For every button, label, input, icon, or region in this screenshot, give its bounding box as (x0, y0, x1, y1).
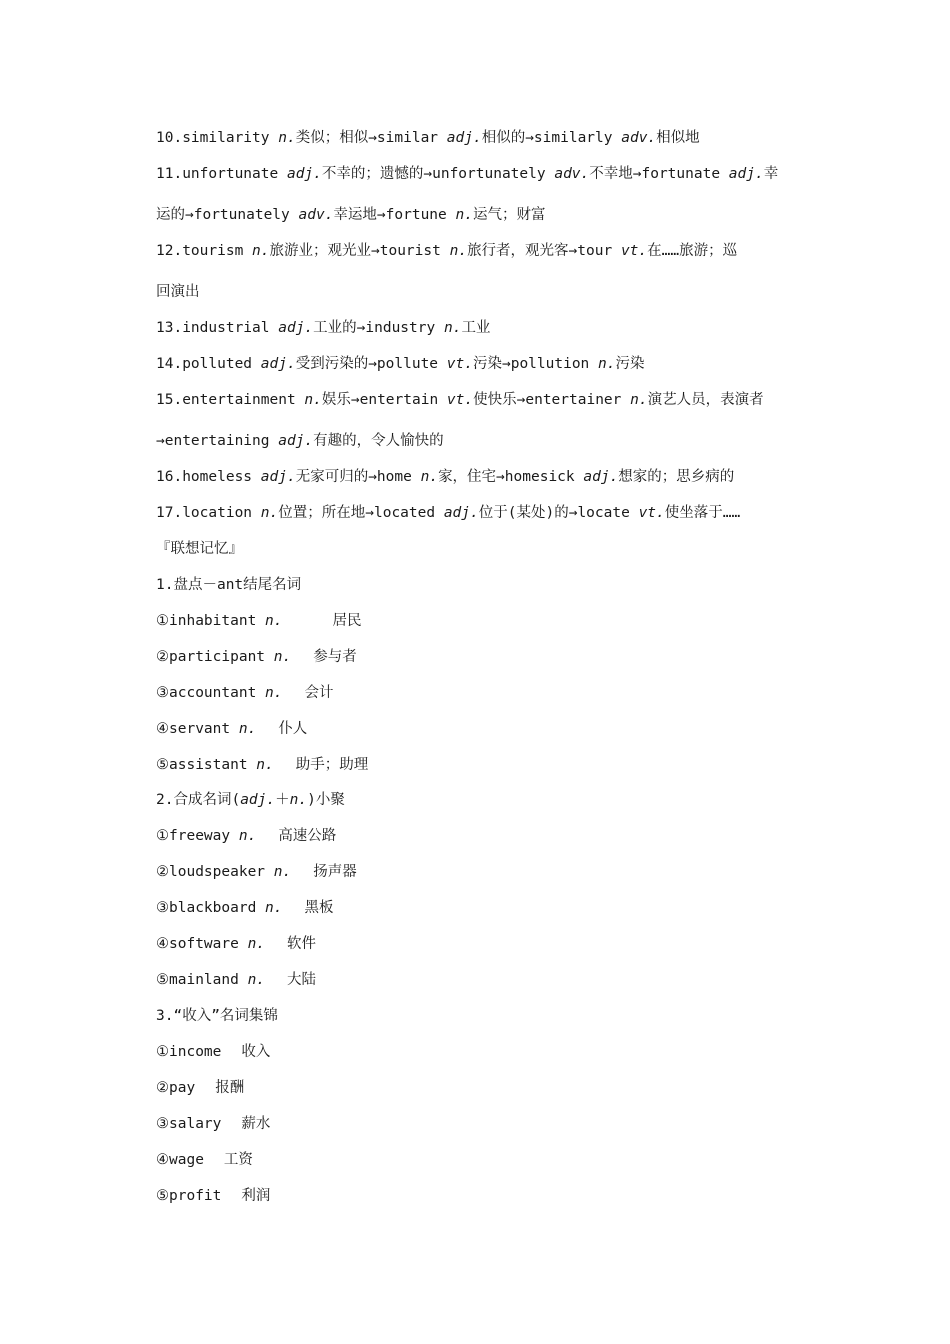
text-segment: 演艺人员，表演者 (647, 392, 764, 408)
memory-item (156, 862, 806, 882)
part-of-speech: n. (265, 685, 283, 701)
vocab-entry-line (156, 503, 806, 523)
part-of-speech: n. (455, 207, 473, 223)
entry-number: 16. (156, 469, 183, 485)
text-segment: polluted (182, 356, 261, 372)
memory-item (156, 755, 806, 775)
text-segment: ＋ (275, 792, 290, 808)
memory-item (156, 683, 806, 703)
part-of-speech: adj. (286, 166, 322, 182)
english-word: ⑤profit (156, 1188, 222, 1204)
section-title: 『联想记忆』 (156, 541, 243, 557)
part-of-speech: n. (630, 392, 648, 408)
part-of-speech: adj. (278, 320, 314, 336)
chinese-meaning: 高速公路 (278, 828, 337, 844)
memory-item (156, 934, 806, 954)
text-segment: 有趣的，令人愉快的 (313, 433, 444, 449)
text-segment: 使快乐→entertainer (473, 392, 631, 408)
text-segment: 想家的；思乡病的 (618, 469, 735, 485)
part-of-speech: n. (238, 721, 257, 737)
english-word: ③salary (156, 1116, 222, 1132)
memory-item (156, 611, 806, 631)
chinese-meaning: 大陆 (287, 972, 317, 988)
text-segment: tourism (182, 243, 253, 259)
entry-number: 14. (156, 356, 183, 372)
part-of-speech: n. (273, 864, 292, 880)
chinese-meaning: 报酬 (215, 1080, 245, 1096)
memory-item (156, 1186, 806, 1206)
vocab-entry-line (156, 354, 806, 374)
group-title (156, 790, 806, 810)
chinese-meaning: 工资 (223, 1152, 253, 1168)
chinese-meaning: 利润 (241, 1188, 271, 1204)
part-of-speech: adv. (554, 166, 590, 182)
memory-item (156, 719, 806, 739)
chinese-meaning: 居民 (332, 613, 362, 629)
text-segment: 无家可归的→home (295, 469, 421, 485)
part-of-speech: n. (449, 243, 468, 259)
vocab-entry-line (156, 128, 806, 148)
part-of-speech: adv. (298, 207, 334, 223)
chinese-meaning: 软件 (287, 936, 317, 952)
english-word: ⑤assistant (156, 757, 257, 773)
english-word: ③accountant (156, 685, 266, 701)
memory-item (156, 1114, 806, 1134)
vocab-entry-continuation (156, 282, 806, 302)
text-segment: 工业的→industry (313, 320, 444, 336)
part-of-speech: adj. (260, 469, 296, 485)
entry-number: 15. (156, 392, 183, 408)
text-segment: industrial (182, 320, 279, 336)
text-segment: 旅行者，观光客→tour (467, 243, 621, 259)
text-segment: )小聚 (307, 792, 345, 808)
text-segment: 类似；相似→similar (295, 130, 447, 146)
vocab-entry-line (156, 241, 806, 261)
english-word: ④software (156, 936, 248, 952)
part-of-speech: n. (247, 972, 266, 988)
chinese-meaning: 助手；助理 (295, 757, 369, 773)
part-of-speech: n. (265, 900, 283, 916)
text-segment: →entertaining (156, 433, 279, 449)
text-segment: 位于(某处)的→locate (478, 505, 639, 521)
text-segment: 污染 (615, 356, 645, 372)
text-segment: 幸 (763, 166, 779, 182)
vocab-entry-continuation (156, 205, 806, 225)
english-word: ②pay (156, 1080, 196, 1096)
memory-item (156, 826, 806, 846)
vocab-entry-continuation (156, 431, 806, 451)
part-of-speech: adj. (728, 166, 764, 182)
english-word: ①freeway (156, 828, 239, 844)
part-of-speech: n. (238, 828, 257, 844)
part-of-speech: vt. (446, 356, 473, 372)
part-of-speech: n. (256, 757, 274, 773)
part-of-speech: n. (252, 243, 270, 259)
english-word: ②participant (156, 649, 274, 665)
part-of-speech: n. (260, 505, 279, 521)
part-of-speech: n. (289, 792, 308, 808)
english-word: ⑤mainland (156, 972, 248, 988)
part-of-speech: n. (598, 356, 616, 372)
part-of-speech: vt. (638, 505, 665, 521)
text-segment: 污染→pollution (472, 356, 599, 372)
text-segment: 在……旅游；巡 (647, 243, 738, 259)
memory-item (156, 970, 806, 990)
vocab-entry-line (156, 467, 806, 487)
entry-number: 11. (156, 166, 183, 182)
part-of-speech: n. (278, 130, 296, 146)
text-segment: 3.“收入”名词集锦 (156, 1008, 278, 1024)
group-title (156, 575, 806, 595)
text-segment: similarity (182, 130, 279, 146)
text-segment: 工业 (461, 320, 491, 336)
text-segment: 运的→fortunately (156, 207, 299, 223)
group-title (156, 1006, 806, 1026)
chinese-meaning: 参与者 (313, 649, 357, 665)
part-of-speech: adj. (583, 469, 619, 485)
entry-number: 10. (156, 130, 183, 146)
chinese-meaning: 黑板 (304, 900, 334, 916)
english-word: ①inhabitant (156, 613, 266, 629)
text-segment: 幸运地→fortune (333, 207, 456, 223)
part-of-speech: adv. (621, 130, 657, 146)
vocab-entry-line (156, 164, 806, 184)
english-word: ④wage (156, 1152, 204, 1168)
text-segment: location (182, 505, 261, 521)
text-segment: 位置；所在地→located (278, 505, 444, 521)
text-segment: 家，住宅→homesick (438, 469, 584, 485)
part-of-speech: vt. (620, 243, 648, 259)
part-of-speech: n. (247, 936, 266, 952)
part-of-speech: n. (443, 320, 462, 336)
part-of-speech: n. (420, 469, 439, 485)
memory-item (156, 1042, 806, 1062)
chinese-meaning: 会计 (304, 685, 334, 701)
part-of-speech: n. (304, 392, 322, 408)
text-segment: 相似地 (656, 130, 700, 146)
memory-item (156, 1078, 806, 1098)
text-segment: homeless (182, 469, 261, 485)
text-segment: 1.盘点－ant结尾名词 (156, 577, 302, 593)
entry-number: 13. (156, 320, 183, 336)
memory-item (156, 898, 806, 918)
english-word: ①income (156, 1044, 222, 1060)
text-segment: 不幸地→fortunate (589, 166, 729, 182)
vocab-entry-line (156, 318, 806, 338)
memory-item (156, 1150, 806, 1170)
text-segment: 不幸的；遗憾的→unfortunately (321, 166, 555, 182)
part-of-speech: adj. (240, 792, 276, 808)
chinese-meaning: 薪水 (241, 1116, 271, 1132)
english-word: ③blackboard (156, 900, 266, 916)
english-word: ②loudspeaker (156, 864, 274, 880)
text-segment: unfortunate (182, 166, 287, 182)
text-segment: 旅游业；观光业→tourist (269, 243, 450, 259)
part-of-speech: adj. (260, 356, 296, 372)
english-word: ④servant (156, 721, 239, 737)
entry-number: 17. (156, 505, 183, 521)
entry-number: 12. (156, 243, 183, 259)
text-segment: 2.合成名词( (156, 792, 241, 808)
part-of-speech: vt. (446, 392, 474, 408)
text-segment: 娱乐→entertain (321, 392, 447, 408)
part-of-speech: adj. (278, 433, 314, 449)
text-segment: entertainment (182, 392, 305, 408)
chinese-meaning: 收入 (241, 1044, 271, 1060)
text-segment: 相似的→similarly (481, 130, 622, 146)
chinese-meaning: 扬声器 (313, 864, 357, 880)
chinese-meaning: 仆人 (278, 721, 308, 737)
part-of-speech: n. (273, 649, 292, 665)
memory-item (156, 647, 806, 667)
text-segment: 使坐落于…… (664, 505, 741, 521)
part-of-speech: n. (265, 613, 283, 629)
part-of-speech: adj. (446, 130, 482, 146)
text-segment: 受到污染的→pollute (295, 356, 447, 372)
part-of-speech: adj. (443, 505, 479, 521)
vocab-entry-line (156, 390, 806, 410)
text-segment: 回演出 (156, 284, 200, 300)
text-segment: 运气；财富 (472, 207, 546, 223)
